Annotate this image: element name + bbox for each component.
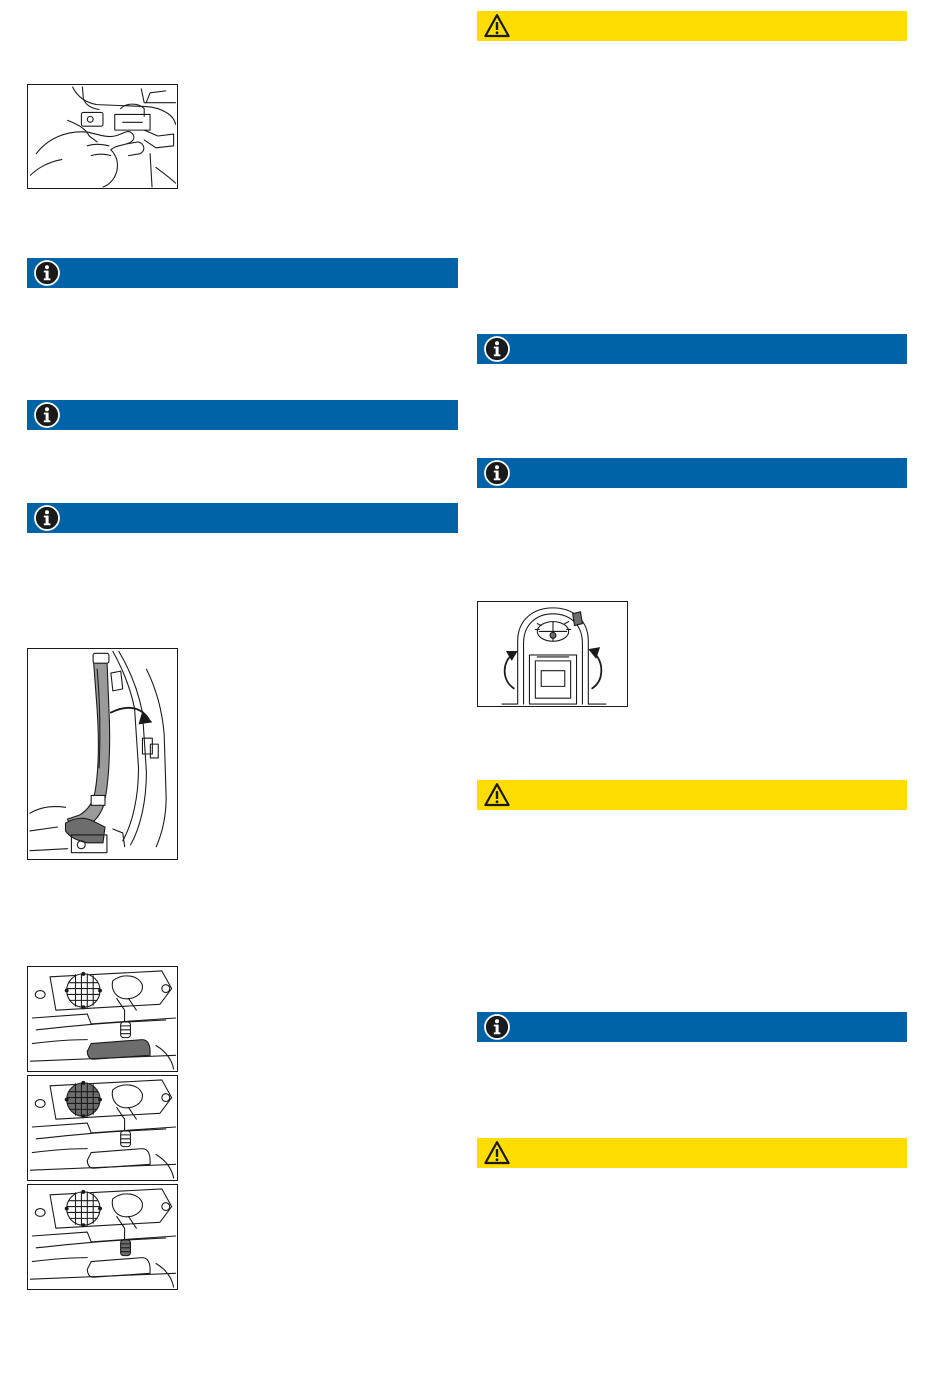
info-icon xyxy=(33,401,61,429)
figure-filter-3 xyxy=(27,1184,178,1290)
info-notice-bar xyxy=(477,458,907,488)
warning-notice-bar xyxy=(477,11,907,41)
hand-latch-illustration xyxy=(28,85,177,188)
tank-lid-illustration xyxy=(478,602,627,706)
info-icon xyxy=(483,459,511,487)
info-icon xyxy=(483,1013,511,1041)
info-notice-bar xyxy=(477,334,907,364)
figure-hand-latch xyxy=(27,84,178,189)
info-notice-bar xyxy=(27,258,458,288)
info-icon xyxy=(33,259,61,287)
figure-tank-lid xyxy=(477,601,628,707)
info-icon xyxy=(33,504,61,532)
filter-illustration-3 xyxy=(28,1185,177,1289)
suction-hose-illustration xyxy=(28,649,177,859)
filter-illustration-2 xyxy=(28,1076,177,1180)
warning-notice-bar xyxy=(477,1138,907,1168)
info-notice-bar xyxy=(27,503,458,533)
filter-illustration-1 xyxy=(28,967,177,1071)
warning-icon xyxy=(483,12,511,40)
figure-filter-2 xyxy=(27,1075,178,1181)
info-icon xyxy=(483,335,511,363)
figure-filter-1 xyxy=(27,966,178,1072)
info-notice-bar xyxy=(477,1012,907,1042)
warning-icon xyxy=(483,781,511,809)
warning-notice-bar xyxy=(477,780,907,810)
figure-suction-hose xyxy=(27,648,178,860)
warning-icon xyxy=(483,1139,511,1167)
info-notice-bar xyxy=(27,400,458,430)
